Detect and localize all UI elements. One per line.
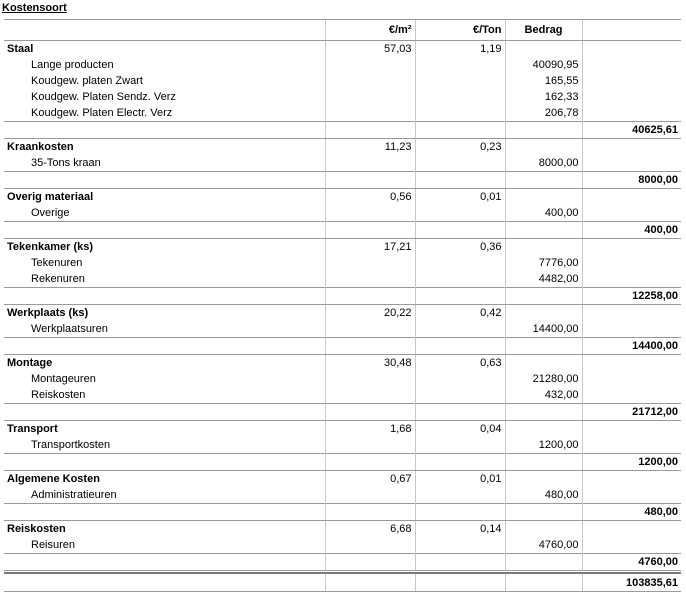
header-per-ton: €/Ton [415, 20, 505, 41]
item-amount: 162,33 [505, 89, 582, 105]
empty-cell [415, 371, 505, 387]
empty-cell [325, 404, 415, 421]
item-label: Lange producten [31, 59, 114, 71]
empty-cell [325, 73, 415, 89]
empty-cell [325, 105, 415, 122]
category-total: 400,00 [582, 222, 681, 239]
category-total-row [4, 172, 681, 189]
empty-cell [582, 255, 681, 271]
empty-cell [415, 89, 505, 105]
empty-cell [415, 487, 505, 504]
empty-cell [325, 222, 415, 239]
item-amount: 14400,00 [505, 321, 582, 338]
category-row [4, 41, 681, 58]
category-row [4, 239, 681, 256]
empty-cell [415, 321, 505, 338]
item-amount: 4760,00 [505, 537, 582, 554]
empty-cell [505, 504, 582, 521]
grand-total: 103835,61 [582, 573, 681, 592]
empty-cell [325, 205, 415, 222]
empty-cell [415, 73, 505, 89]
empty-cell [505, 573, 582, 592]
empty-cell [415, 437, 505, 454]
item-label: Rekenuren [31, 273, 85, 285]
category-per-m2: 6,68 [325, 521, 415, 538]
item-label: Werkplaatsuren [31, 323, 108, 335]
category-row [4, 139, 681, 156]
empty-cell [415, 205, 505, 222]
empty-cell [505, 288, 582, 305]
category-row [4, 305, 681, 322]
empty-cell [325, 573, 415, 592]
grand-total-row [4, 573, 681, 592]
empty-cell [325, 122, 415, 139]
item-amount: 40090,95 [505, 57, 582, 73]
category-per-m2: 1,68 [325, 421, 415, 438]
empty-cell [582, 155, 681, 172]
category-per-ton: 0,42 [415, 305, 505, 322]
empty-cell [582, 105, 681, 122]
empty-cell [582, 89, 681, 105]
category-total: 40625,61 [582, 122, 681, 139]
category-per-ton: 1,19 [415, 41, 505, 58]
empty-cell [4, 122, 325, 139]
empty-cell [4, 172, 325, 189]
empty-cell [505, 122, 582, 139]
empty-cell [505, 521, 582, 538]
empty-cell [415, 57, 505, 73]
header-amount: Bedrag [505, 20, 582, 41]
empty-cell [325, 338, 415, 355]
empty-cell [582, 271, 681, 288]
empty-cell [4, 554, 325, 571]
empty-cell [415, 122, 505, 139]
empty-cell [505, 222, 582, 239]
cost-sheet [4, 19, 681, 592]
item-row [4, 57, 681, 73]
item-amount: 1200,00 [505, 437, 582, 454]
empty-cell [4, 504, 325, 521]
item-row [4, 73, 681, 89]
empty-cell [325, 554, 415, 571]
category-total-row [4, 122, 681, 139]
category-total: 4760,00 [582, 554, 681, 571]
empty-cell [4, 222, 325, 239]
empty-cell [325, 271, 415, 288]
header-row [4, 20, 681, 41]
item-row [4, 105, 681, 122]
category-name: Transport [4, 421, 325, 438]
empty-cell [325, 155, 415, 172]
category-per-m2: 17,21 [325, 239, 415, 256]
category-row [4, 471, 681, 488]
category-per-ton: 0,63 [415, 355, 505, 372]
empty-cell [415, 504, 505, 521]
empty-cell [325, 454, 415, 471]
category-per-m2: 0,67 [325, 471, 415, 488]
item-label: Montageuren [31, 373, 96, 385]
category-per-ton: 0,23 [415, 139, 505, 156]
empty-cell [505, 471, 582, 488]
empty-cell [582, 471, 681, 488]
empty-cell [415, 537, 505, 554]
empty-cell [582, 437, 681, 454]
empty-cell [582, 73, 681, 89]
empty-cell [505, 239, 582, 256]
item-label: Transportkosten [31, 439, 111, 451]
empty-cell [325, 321, 415, 338]
empty-cell [325, 89, 415, 105]
item-label: Tekenuren [31, 257, 83, 269]
empty-cell [4, 573, 325, 592]
empty-cell [415, 105, 505, 122]
item-label: Reisuren [31, 539, 76, 551]
empty-cell [505, 172, 582, 189]
header-total-cell [582, 20, 681, 41]
empty-cell [4, 338, 325, 355]
empty-cell [582, 521, 681, 538]
empty-cell [505, 421, 582, 438]
category-per-m2: 20,22 [325, 305, 415, 322]
empty-cell [505, 41, 582, 58]
category-total-row [4, 288, 681, 305]
category-total: 14400,00 [582, 338, 681, 355]
empty-cell [582, 41, 681, 58]
empty-cell [582, 355, 681, 372]
empty-cell [505, 189, 582, 206]
empty-cell [325, 387, 415, 404]
header-label-cell [4, 20, 325, 41]
category-per-ton: 0,01 [415, 189, 505, 206]
empty-cell [415, 172, 505, 189]
empty-cell [582, 321, 681, 338]
empty-cell [325, 371, 415, 387]
cost-table [4, 19, 681, 592]
item-row [4, 321, 681, 338]
empty-cell [582, 239, 681, 256]
category-per-m2: 0,56 [325, 189, 415, 206]
item-amount: 432,00 [505, 387, 582, 404]
empty-cell [415, 288, 505, 305]
category-total-row [4, 504, 681, 521]
empty-cell [582, 371, 681, 387]
category-total: 12258,00 [582, 288, 681, 305]
item-row [4, 155, 681, 172]
category-name: Staal [4, 41, 325, 58]
empty-cell [582, 387, 681, 404]
item-amount: 8000,00 [505, 155, 582, 172]
empty-cell [415, 155, 505, 172]
empty-cell [325, 57, 415, 73]
item-row [4, 437, 681, 454]
empty-cell [325, 537, 415, 554]
empty-cell [582, 57, 681, 73]
empty-cell [505, 139, 582, 156]
empty-cell [415, 573, 505, 592]
category-total-row [4, 454, 681, 471]
empty-cell [325, 172, 415, 189]
category-total: 21712,00 [582, 404, 681, 421]
empty-cell [582, 305, 681, 322]
category-total: 1200,00 [582, 454, 681, 471]
category-name: Overig materiaal [4, 189, 325, 206]
empty-cell [582, 139, 681, 156]
category-total-row [4, 554, 681, 571]
category-total-row [4, 338, 681, 355]
empty-cell [4, 404, 325, 421]
header-per-m2: €/m² [325, 20, 415, 41]
empty-cell [582, 487, 681, 504]
item-amount: 4482,00 [505, 271, 582, 288]
category-row [4, 521, 681, 538]
category-row [4, 355, 681, 372]
category-per-m2: 57,03 [325, 41, 415, 58]
category-per-ton: 0,01 [415, 471, 505, 488]
item-amount: 21280,00 [505, 371, 582, 387]
category-per-ton: 0,36 [415, 239, 505, 256]
item-label: Administratieuren [31, 489, 117, 501]
item-label: Koudgew. Platen Sendz. Verz [31, 91, 176, 103]
empty-cell [4, 454, 325, 471]
category-per-ton: 0,14 [415, 521, 505, 538]
item-row [4, 205, 681, 222]
category-row [4, 189, 681, 206]
empty-cell [505, 404, 582, 421]
item-row [4, 271, 681, 288]
item-row [4, 487, 681, 504]
empty-cell [505, 305, 582, 322]
empty-cell [415, 255, 505, 271]
item-amount: 7776,00 [505, 255, 582, 271]
empty-cell [505, 454, 582, 471]
category-total: 480,00 [582, 504, 681, 521]
item-amount: 480,00 [505, 487, 582, 504]
item-row [4, 89, 681, 105]
item-label: Reiskosten [31, 389, 86, 401]
empty-cell [415, 338, 505, 355]
empty-cell [415, 404, 505, 421]
empty-cell [582, 421, 681, 438]
empty-cell [582, 205, 681, 222]
empty-cell [505, 338, 582, 355]
category-name: Werkplaats (ks) [4, 305, 325, 322]
category-per-m2: 30,48 [325, 355, 415, 372]
item-row [4, 537, 681, 554]
item-label: Koudgew. Platen Electr. Verz [31, 107, 173, 119]
category-total-row [4, 404, 681, 421]
empty-cell [325, 487, 415, 504]
empty-cell [582, 537, 681, 554]
empty-cell [4, 288, 325, 305]
empty-cell [415, 222, 505, 239]
item-label: Overige [31, 207, 70, 219]
empty-cell [415, 271, 505, 288]
category-total: 8000,00 [582, 172, 681, 189]
category-name: Reiskosten [4, 521, 325, 538]
item-row [4, 255, 681, 271]
item-amount: 206,78 [505, 105, 582, 122]
category-per-m2: 11,23 [325, 139, 415, 156]
item-row [4, 387, 681, 404]
empty-cell [415, 454, 505, 471]
empty-cell [415, 387, 505, 404]
category-total-row [4, 222, 681, 239]
empty-cell [582, 189, 681, 206]
page-title: Kostensoort [2, 2, 67, 14]
empty-cell [415, 554, 505, 571]
empty-cell [325, 437, 415, 454]
category-row [4, 421, 681, 438]
category-name: Kraankosten [4, 139, 325, 156]
item-amount: 165,55 [505, 73, 582, 89]
empty-cell [505, 554, 582, 571]
empty-cell [325, 504, 415, 521]
category-per-ton: 0,04 [415, 421, 505, 438]
item-row [4, 371, 681, 387]
item-label: Koudgew. platen Zwart [31, 75, 143, 87]
category-name: Tekenkamer (ks) [4, 239, 325, 256]
empty-cell [505, 355, 582, 372]
item-label: 35-Tons kraan [31, 157, 101, 169]
empty-cell [325, 288, 415, 305]
empty-cell [325, 255, 415, 271]
category-name: Algemene Kosten [4, 471, 325, 488]
category-name: Montage [4, 355, 325, 372]
item-amount: 400,00 [505, 205, 582, 222]
